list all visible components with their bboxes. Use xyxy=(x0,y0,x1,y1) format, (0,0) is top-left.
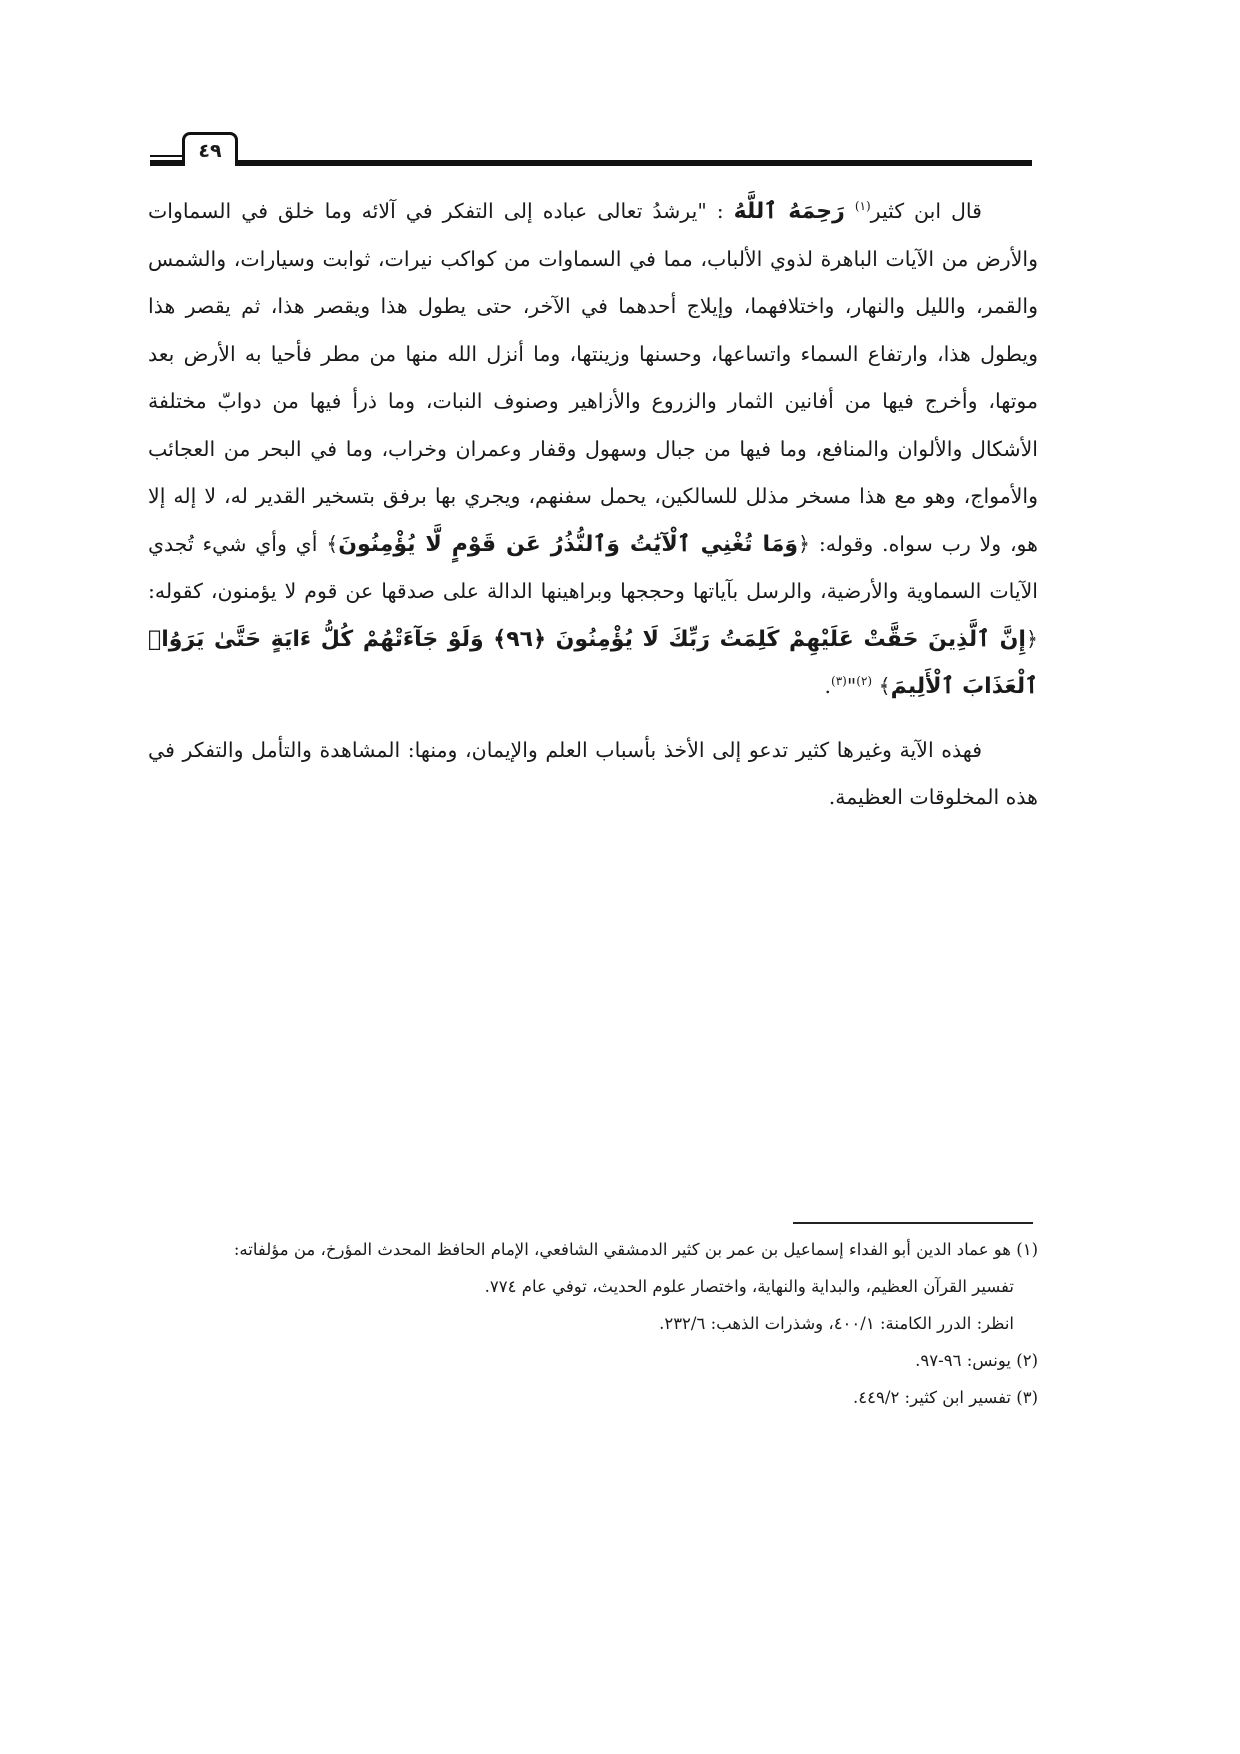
paragraph-1 xyxy=(148,188,1038,711)
footnote-ref-3: (٣) xyxy=(831,674,847,689)
footnote-1-sources: انظر: الدرر الكامنة: ٤٠٠/١، وشذرات الذهب: ٢٣٢/٦. xyxy=(659,1314,1014,1333)
main-text xyxy=(148,188,1038,822)
footnotes xyxy=(148,1231,1038,1416)
honorific: رَحِمَهُ ٱللَّهُ xyxy=(733,199,845,224)
ornate-bracket-close-2: ﴾ xyxy=(878,674,891,698)
end-punct: . xyxy=(824,674,831,698)
footnote-1-continued: تفسير القرآن العظيم، والبداية والنهاية، واختصار علوم الحديث، توفي عام ٧٧٤. xyxy=(484,1277,1014,1296)
page-header xyxy=(150,132,1032,166)
quran-verse-1: وَمَا تُغْنِي ٱلْآيَٰتُ وَٱلنُّذُرُ عَن قَوْمٍ لَّا يُؤْمِنُونَ xyxy=(338,531,799,557)
ornate-bracket-close: ﴾ xyxy=(326,531,339,556)
footnote-1: (١) هو عماد الدين أبو الفداء إسماعيل بن عمر بن كثير الدمشقي الشافعي، الإمام الحافظ المحدث المؤرخ، من مؤلفاته: xyxy=(233,1240,1038,1259)
header-rule-thick xyxy=(150,160,1032,166)
quote-text: : "يرشدُ تعالى عباده إلى التفكر في آلائه وما خلق في السماوات والأرض من الآيات الباهرة لذوي الألباب، مما في السماوات من كواكب نيرات، ثوابت وسيارات، والشمس والقمر، والليل والنهار، واختلافهما، وإيلاج أحدهما في الآخر، حتى يطول هذا ويقصر هذا، ثم يقصر هذا ويطول هذا، وارتفاع السماء واتساعها، وحسنها وزينتها، وما أنزل الله منها من مطر فأحيا به الأرض بعد موتها، وأخرج فيها من أفانين الثمار والزروع والأزاهير وصنوف النبات، وما ذرأ فيها من دوابّ مختلفة الأشكال والألوان والمنافع، وما فيها من جبال وسهول وقفار وعمران وخراب، وما في البحر من العجائب والأمواج، وهو مع هذا مسخر مذلل للسالكين، يحمل سفنهم، ويجري بها برفق بتسخير القدير له، لا إله إلا هو، ولا رب سواه. وقوله: xyxy=(148,199,1038,556)
quran-verse-2: إِنَّ ٱلَّذِينَ حَقَّتْ عَلَيْهِمْ كَلِمَتُ رَبِّكَ لَا يُؤْمِنُونَ ﴿٩٦﴾ وَلَوْ جَآءَتْهُمْ كُلُّ ءَايَةٍ حَتَّىٰ يَرَوُا۟ ٱلْعَذَابَ ٱلْأَلِيمَ xyxy=(148,626,1038,699)
paragraph-2: فهذه الآية وغيرها كثير تدعو إلى الأخذ بأسباب العلم والإيمان، ومنها: المشاهدة والتأمل والتفكر في هذه المخلوقات العظيمة. xyxy=(148,737,1038,809)
footnote-3: (٣) تفسير ابن كثير: ٤٤٩/٢. xyxy=(853,1388,1038,1407)
footnote-ref-1: (١) xyxy=(854,199,871,214)
page-number: ٤٩ xyxy=(182,132,238,166)
footnote-separator xyxy=(793,1222,1033,1224)
footnote-2: (٢) يونس: ٩٦-٩٧. xyxy=(915,1351,1038,1370)
explanation-text: أي وأي شيء تُجدي الآيات السماوية والأرضية، والرسل بآياتها وحججها وبراهينها الدالة على صدقها عن قوم لا يؤمنون، كقوله: xyxy=(148,531,1038,603)
footnote-ref-2: (٢) xyxy=(856,674,873,689)
ornate-bracket-open: ﴿ xyxy=(798,531,811,556)
ornate-bracket-open-2: ﴿ xyxy=(1025,626,1038,651)
opening-text: قال ابن كثير xyxy=(870,199,982,223)
closing-quote: " xyxy=(846,674,857,698)
